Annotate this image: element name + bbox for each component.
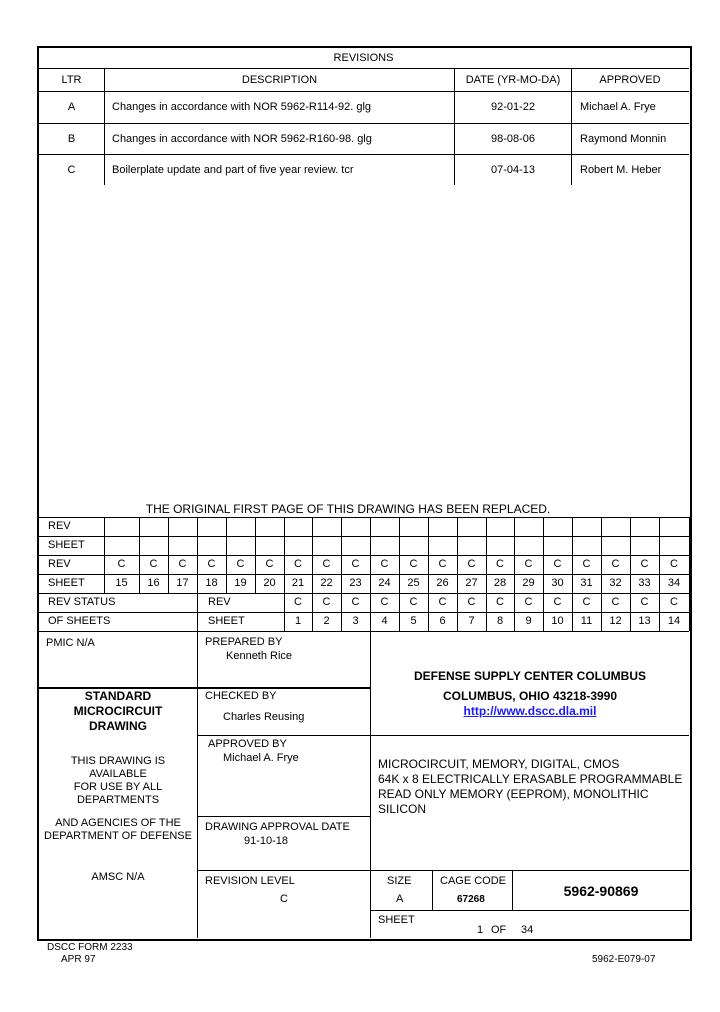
status-sheet-cell: 3 — [352, 615, 359, 627]
rev-row1-label: REV — [48, 520, 71, 532]
sheet-row2-label: SHEET — [48, 577, 85, 589]
prepared-by-label: PREPARED BY — [205, 636, 283, 648]
rev-cell: C — [582, 558, 591, 570]
status-sheet-cell: 14 — [667, 615, 681, 627]
rev-date: 98-08-06 — [490, 133, 536, 145]
standard-microcircuit-drawing: STANDARD MICROCIRCUIT DRAWING — [73, 689, 163, 733]
sheet-cell: 27 — [465, 577, 478, 589]
status-sheet-cell: 10 — [551, 615, 564, 627]
status-rev-cell: C — [380, 596, 389, 608]
rev-cell: C — [670, 558, 678, 570]
rev-cell: C — [611, 558, 620, 570]
rev-cell: C — [294, 558, 302, 570]
status-rev-cell: C — [611, 596, 620, 608]
status-rev-cell: C — [640, 596, 649, 608]
rev-col-description-header: DESCRIPTION — [241, 74, 318, 86]
rev-approved: Michael A. Frye — [580, 101, 656, 113]
cage-code-label: CAGE CODE — [440, 875, 507, 887]
status-sheet-cell: 12 — [609, 615, 622, 627]
rev-cell: C — [553, 558, 562, 570]
rev-cell: C — [524, 558, 533, 570]
status-rev-cell: C — [351, 596, 360, 608]
status-sheet-cell: 8 — [496, 615, 504, 627]
status-rev-cell: C — [670, 596, 678, 608]
rev-date: 07-04-13 — [490, 164, 536, 176]
rev-ltr: C — [67, 164, 76, 176]
rev-approved: Robert M. Heber — [580, 164, 662, 176]
rev-cell: C — [438, 558, 447, 570]
sheet-of: OF — [491, 924, 507, 936]
status-sheet-cell: 7 — [468, 615, 475, 627]
form-date: APR 97 — [61, 954, 96, 965]
checked-by-label: CHECKED BY — [205, 690, 277, 702]
sheet-label: SHEET — [378, 914, 415, 926]
agencies-statement: AND AGENCIES OF THE DEPARTMENT OF DEFENSE — [44, 817, 192, 842]
rev-approved: Raymond Monnin — [580, 133, 667, 145]
sheet-cell: 23 — [349, 577, 362, 589]
status-sheet-cell: 11 — [580, 615, 593, 627]
revision-level: C — [280, 893, 288, 905]
status-rev-cell: C — [524, 596, 533, 608]
sheet-cell: 31 — [580, 577, 593, 589]
sheet-cell: 29 — [522, 577, 535, 589]
sheet-total: 34 — [521, 924, 534, 936]
rev-description: Changes in accordance with NOR 5962-R160-98. glg — [112, 133, 372, 145]
rev-col-date-header: DATE (YR-MO-DA) — [465, 74, 561, 86]
rev-description: Changes in accordance with NOR 5962-R114-92. glg — [112, 101, 372, 113]
rev-description: Boilerplate update and part of five year review. tcr — [112, 164, 354, 176]
form-number: DSCC FORM 2233 — [47, 942, 133, 953]
rev-cell: C — [467, 558, 476, 570]
sheet-cell: 19 — [234, 577, 247, 589]
status-sheet-cell: 1 — [294, 615, 302, 627]
revision-level-label: REVISION LEVEL — [205, 875, 295, 887]
rev-cell: C — [496, 558, 504, 570]
status-sheet-cell: 13 — [638, 615, 651, 627]
sheet-cell: 17 — [176, 577, 189, 589]
sheet-cell: 24 — [378, 577, 391, 589]
sheet-number: 1 — [477, 924, 484, 936]
rev-ltr: A — [67, 101, 76, 113]
sheet-cell: 16 — [147, 577, 160, 589]
status-rev-cell: C — [409, 596, 418, 608]
sheet-cell: 26 — [436, 577, 449, 589]
status-sheet-cell: 5 — [410, 615, 417, 627]
sheet-cell: 18 — [205, 577, 218, 589]
status-rev-cell: C — [294, 596, 302, 608]
approved-by-label: APPROVED BY — [208, 738, 287, 750]
approval-date-label: DRAWING APPROVAL DATE — [205, 821, 350, 833]
rev-status-label: REV STATUS — [48, 596, 116, 608]
sheet-cell: 22 — [320, 577, 333, 589]
rev-col-ltr-header: LTR — [61, 74, 82, 86]
status-sheet-cell: 4 — [381, 615, 388, 627]
sheet-cell: 21 — [291, 577, 305, 589]
rev-col-approved-header: APPROVED — [599, 74, 661, 86]
sheet-cell: 15 — [115, 577, 128, 589]
status-rev-cell: C — [496, 596, 504, 608]
status-sheet-label: SHEET — [208, 615, 245, 627]
rev-cell: C — [236, 558, 245, 570]
status-rev-label: REV — [208, 596, 231, 608]
rev-cell: C — [640, 558, 649, 570]
rev-cell: C — [149, 558, 158, 570]
sheet-cell: 32 — [609, 577, 622, 589]
drawing-title: MICROCIRCUIT, MEMORY, DIGITAL, CMOS 64K x 8 ELECTRICALLY ERASABLE PROGRAMMABLE READ ONLY MEMORY (EEPROM), MONOLITHIC SILICON — [378, 757, 683, 816]
sheet-cell: 33 — [638, 577, 651, 589]
status-rev-cell: C — [553, 596, 562, 608]
rev-cell: C — [178, 558, 187, 570]
status-sheet-cell: 2 — [323, 615, 330, 627]
size-label: SIZE — [387, 875, 412, 887]
rev-row2-label: REV — [48, 558, 71, 570]
status-sheet-cell: 9 — [525, 615, 532, 627]
cage-code: 67268 — [457, 894, 485, 905]
sheet-cell: 25 — [407, 577, 420, 589]
sheet-cell: 20 — [263, 577, 276, 589]
checked-by-name: Charles Reusing — [223, 711, 305, 723]
rev-cell: C — [351, 558, 360, 570]
of-sheets-label: OF SHEETS — [48, 615, 111, 627]
dscc-address: COLUMBUS, OHIO 43218-3990 — [442, 689, 618, 703]
amsc: AMSC N/A — [91, 871, 145, 883]
replaced-notice: THE ORIGINAL FIRST PAGE OF THIS DRAWING HAS BEEN REPLACED. — [145, 502, 551, 516]
dscc-name: DEFENSE SUPPLY CENTER COLUMBUS — [413, 669, 647, 683]
sheet-cell: 28 — [493, 577, 507, 589]
status-rev-cell: C — [438, 596, 447, 608]
sheet-cell: 34 — [667, 577, 681, 589]
rev-cell: C — [265, 558, 274, 570]
rev-cell: C — [322, 558, 331, 570]
approval-date: 91-10-18 — [244, 835, 289, 847]
sheet-cell: 30 — [551, 577, 564, 589]
revisions-title: REVISIONS — [333, 52, 394, 64]
doc-code: 5962-E079-07 — [592, 954, 656, 965]
size-value: A — [396, 893, 404, 905]
status-rev-cell: C — [322, 596, 331, 608]
approved-by-name: Michael A. Frye — [223, 752, 299, 764]
dscc-url-link[interactable]: http://www.dscc.dla.mil — [463, 704, 597, 718]
status-rev-cell: C — [467, 596, 476, 608]
status-sheet-cell: 6 — [439, 615, 446, 627]
rev-cell: C — [117, 558, 126, 570]
prepared-by-name: Kenneth Rice — [226, 650, 293, 662]
rev-cell: C — [207, 558, 216, 570]
rev-cell: C — [380, 558, 389, 570]
rev-ltr: B — [67, 133, 76, 145]
drawing-number: 5962-90869 — [563, 883, 639, 899]
rev-cell: C — [409, 558, 418, 570]
availability-statement: THIS DRAWING IS AVAILABLE FOR USE BY ALL DEPARTMENTS — [70, 755, 166, 806]
rev-date: 92-01-22 — [490, 101, 536, 113]
pmic: PMIC N/A — [46, 637, 95, 649]
status-rev-cell: C — [582, 596, 591, 608]
sheet-row1-label: SHEET — [48, 539, 85, 551]
